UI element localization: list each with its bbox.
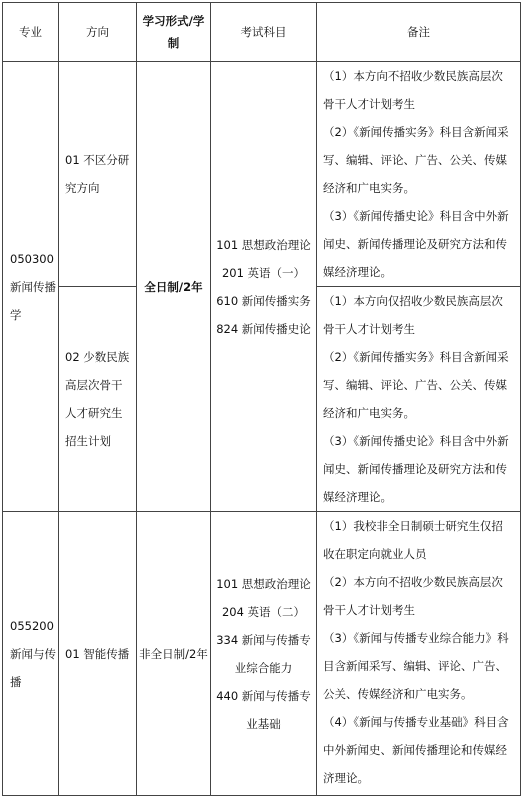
remarks-cell <box>317 62 521 287</box>
study-form-cell: 非全日制/2年 <box>137 512 211 796</box>
major-code: 050300 <box>10 251 54 266</box>
remark-item: （2）本方向不招收少数民族高层次骨干人才计划考生 <box>323 575 503 617</box>
exam-subjects-cell <box>211 62 317 512</box>
remark-item: （1）本方向仅招收少数民族高层次骨干人才计划考生 <box>323 294 503 336</box>
remark-item: （1）本方向不招收少数民族高层次骨干人才计划考生 <box>323 69 503 111</box>
admissions-table <box>2 2 521 796</box>
exam-subjects-cell <box>211 512 317 796</box>
exam-subject: 101 思想政治理论 <box>216 576 311 591</box>
remarks-cell <box>317 287 521 512</box>
remark-item: （3）《新闻传播史论》科目含中外新闻史、新闻传播理论及研究方法和传媒经济理论。 <box>323 434 509 504</box>
major-cell <box>3 62 59 512</box>
remarks-cell <box>317 512 521 796</box>
exam-subject: 201 英语（一） <box>221 265 306 280</box>
table-row <box>3 62 521 287</box>
remark-item: （3）《新闻传播史论》科目含中外新闻史、新闻传播理论及研究方法和传媒经济理论。 <box>323 209 509 279</box>
direction-cell: 02 少数民族高层次骨干人才研究生招生计划 <box>59 287 137 512</box>
exam-subject: 334 新闻与传播专业综合能力 <box>216 632 311 675</box>
study-form-cell: 全日制/2年 <box>137 62 211 512</box>
major-cell <box>3 512 59 796</box>
direction-cell: 01 不区分研究方向 <box>59 62 137 287</box>
exam-subject: 440 新闻与传播专业基础 <box>216 688 311 731</box>
exam-subject: 610 新闻传播实务 <box>216 293 311 308</box>
header-study-form <box>137 3 211 62</box>
header-direction: 方向 <box>59 3 137 62</box>
major-name: 新闻传播学 <box>10 279 56 322</box>
header-study-form-text: 学习形式/学制 <box>142 14 205 50</box>
header-exam-subjects: 考试科目 <box>211 3 317 62</box>
exam-subject: 204 英语（二） <box>221 604 306 619</box>
remark-item: （2）《新闻传播实务》科目含新闻采写、编辑、评论、广告、公关、传媒经济和广电实务。 <box>323 125 509 195</box>
table-row <box>3 512 521 796</box>
major-name: 新闻与传播 <box>10 646 56 689</box>
remark-item: （2）《新闻传播实务》科目含新闻采写、编辑、评论、广告、公关、传媒经济和广电实务。 <box>323 350 509 420</box>
remark-item: （1）我校非全日制硕士研究生仅招收在职定向就业人员 <box>323 519 503 561</box>
exam-subject: 824 新闻传播史论 <box>216 321 311 336</box>
header-major: 专业 <box>3 3 59 62</box>
remark-item: （3）《新闻与传播专业综合能力》科目含新闻采写、编辑、评论、广告、公关、传媒经济和广电实务。 <box>323 631 509 701</box>
remark-item: （4）《新闻与传播专业基础》科目含中外新闻史、新闻传播理论和传媒经济理论。 <box>323 715 509 785</box>
table-header-row <box>3 3 521 62</box>
major-code: 055200 <box>10 618 54 633</box>
direction-cell: 01 智能传播 <box>59 512 137 796</box>
header-remarks: 备注 <box>317 3 521 62</box>
exam-subject: 101 思想政治理论 <box>216 237 311 252</box>
